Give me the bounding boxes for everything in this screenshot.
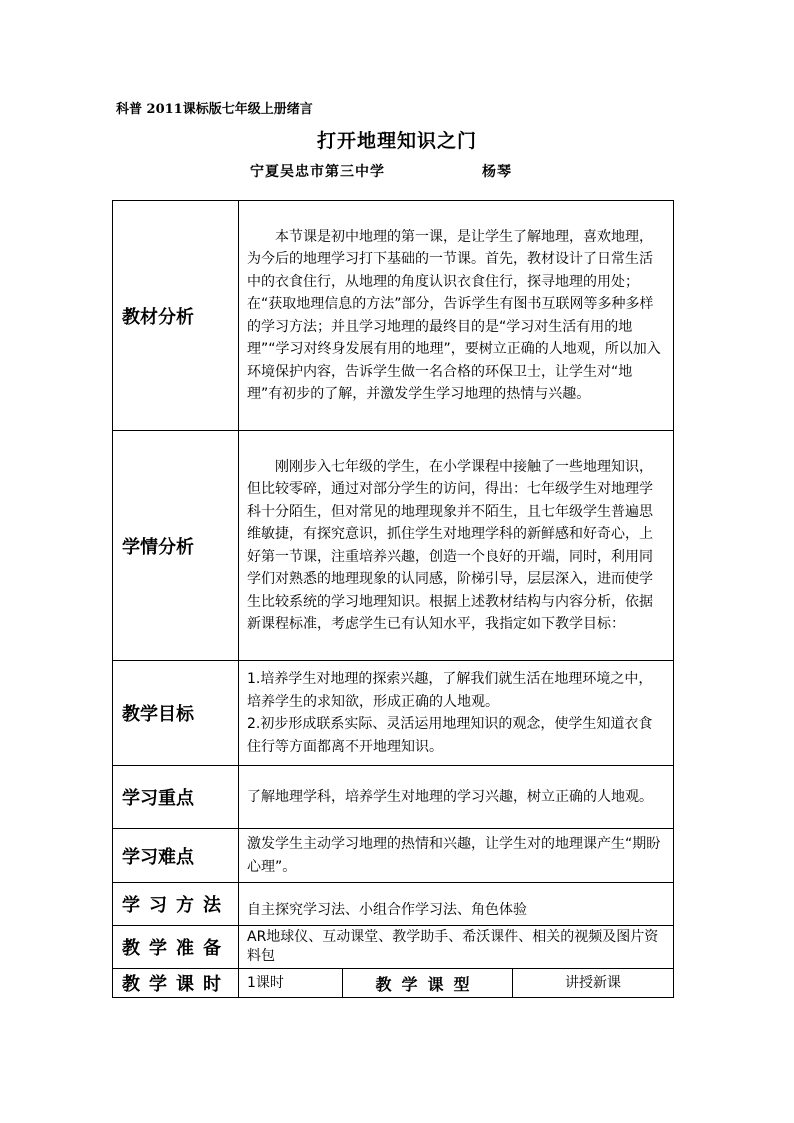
row-material-analysis [113, 201, 674, 431]
row-preparation [113, 926, 674, 969]
row-hours [113, 969, 674, 998]
label-difficulties: 学习难点 [113, 829, 239, 883]
value-hours: 1课时 [239, 969, 343, 998]
row-objectives [113, 661, 674, 766]
text-student-analysis: 刚刚步入七年级的学生，在小学课程中接触了一些地理知识，但比较零碎，通过对部分学生的访问，得出：七年级学生对地理学科十分陌生，但对常见的地理现象并不陌生，且七年级学生普遍思维敏捷，有探究意识，抓住学生对地理学科的新鲜感和好奇心，上好第一节课，注重培养兴趣，创造一个良好的开端，同时，利用同学们对熟悉的地理现象的认同感，阶梯引导，层层深入，进而使学生比较系统的学习地理知识。根据上述教材结构与内容分析，依据新课程标准，考虑学生已有认知水平，我指定如下教学目标： [247, 458, 653, 632]
text-preparation: AR地球仪、互动课堂、教学助手、希沃课件、相关的视频及图片资料包 [247, 929, 659, 964]
page-title: 打开地理知识之门 [316, 130, 477, 152]
label-methods: 学习方法 [113, 883, 239, 926]
label-student-analysis: 学情分析 [113, 431, 239, 661]
label-lesson-type: 教学课型 [343, 969, 513, 998]
label-objectives: 教学目标 [113, 661, 239, 766]
objective-item-2: 2.初步形成联系实际、灵活运用地理知识的观念，使学生知道衣食住行等方面都离不开地理知识。 [247, 716, 653, 755]
school-name: 宁夏吴忠市第三中学 [250, 164, 385, 180]
text-material-analysis: 本节课是初中地理的第一课，是让学生了解地理，喜欢地理，为今后的地理学习打下基础的一节课。首先，教材设计了日常生活中的衣食住行，从地理的角度认识衣食住行，探寻地理的用处；在“获取地理信息的方法”部分，告诉学生有图书互联网等多种多样的学习方法；并且学习地理的最终目的是“学习对生活有用的地理”“学习对终身发展有用的地理”，要树立正确的人地观，所以加入环境保护内容，告诉学生做一名合格的环保卫士，让学生对“地理”有初步的了解，并激发学生学习地理的热情与兴趣。 [247, 228, 661, 402]
label-key-points: 学习重点 [113, 766, 239, 829]
row-student-analysis [113, 431, 674, 661]
lesson-plan-table [112, 200, 674, 998]
row-methods [113, 883, 674, 926]
text-methods: 自主探究学习法、小组合作学习法、角色体验 [247, 901, 527, 918]
author-name: 杨琴 [482, 164, 512, 180]
row-difficulties [113, 829, 674, 883]
text-key-points: 了解地理学科，培养学生对地理的学习兴趣，树立正确的人地观。 [247, 788, 653, 805]
objective-item-1: 1.培养学生对地理的探索兴趣，了解我们就生活在地理环境之中，培养学生的求知欲，形成正确的人地观。 [247, 671, 653, 710]
series-line: 科普 2011课标版七年级上册绪言 [116, 102, 313, 117]
label-material-analysis: 教材分析 [113, 201, 239, 431]
row-key-points [113, 766, 674, 829]
value-lesson-type: 讲授新课 [513, 969, 674, 998]
label-hours: 教学课时 [113, 969, 239, 998]
text-difficulties: 激发学生主动学习地理的热情和兴趣，让学生对的地理课产生“期盼心理”。 [247, 836, 661, 875]
label-preparation: 教学准备 [113, 926, 239, 969]
